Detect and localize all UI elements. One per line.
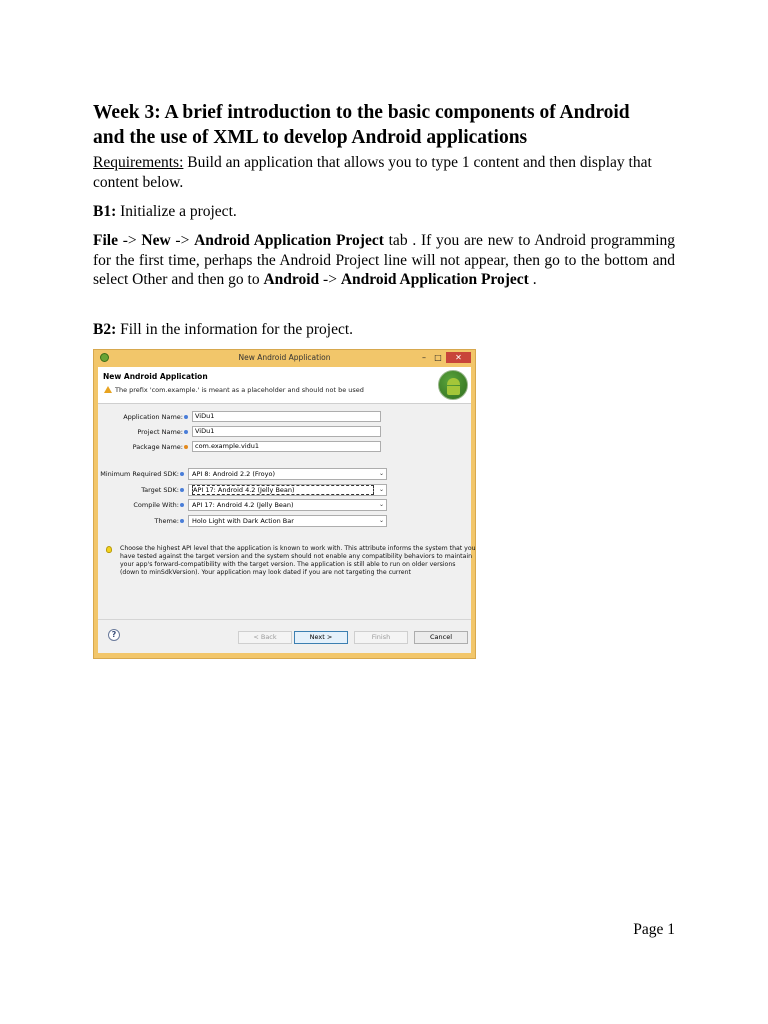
- menu-new: New: [141, 232, 171, 249]
- arrow-1: ->: [117, 232, 142, 249]
- menu-android: Android: [263, 271, 320, 289]
- b2-paragraph: [93, 320, 675, 340]
- lightbulb-icon: [106, 546, 112, 553]
- wizard-header: [98, 367, 471, 404]
- finish-button[interactable]: Finish: [354, 631, 408, 644]
- page-number: Page 1: [633, 921, 675, 938]
- menu-file: File: [93, 232, 118, 249]
- api-level-help-text: Choose the highest API level that the application is known to work with. This attribute informs the system that you have tested against the target version and the system should not enable any compatibility behaviors to maintain your app's forward-compatibility with the target version. The application is still able to run on older versions (down to minSdkVersion). Your application may look dated if you are not targeting the current: [120, 545, 476, 576]
- warning-dot-icon: [184, 445, 188, 449]
- info-icon: [180, 519, 184, 523]
- minimize-button[interactable]: –: [422, 353, 426, 362]
- chevron-down-icon: ⌄: [378, 470, 384, 477]
- android-logo-icon: [438, 370, 468, 400]
- min-sdk-select[interactable]: API 8: Android 2.2 (Froyo) ⌄: [188, 468, 387, 480]
- dialog-content: [98, 367, 476, 653]
- theme-label: Theme:: [94, 517, 184, 525]
- compile-with-select[interactable]: API 17: Android 4.2 (Jelly Bean) ⌄: [188, 499, 387, 511]
- wizard-warning-text: The prefix 'com.example.' is meant as a placeholder and should not be used: [115, 386, 364, 394]
- heading-line-1: Week 3: A brief introduction to the basic components of Android: [93, 102, 630, 123]
- dialog-title: New Android Application: [238, 353, 331, 362]
- info-icon: [184, 415, 188, 419]
- theme-select[interactable]: Holo Light with Dark Action Bar ⌄: [188, 515, 387, 527]
- target-sdk-label: Target SDK:: [94, 486, 184, 494]
- menu-android-application-project-2: Android Application Project: [340, 271, 529, 289]
- cancel-button[interactable]: Cancel: [414, 631, 468, 644]
- page-heading: [93, 100, 693, 150]
- requirements-text: Build an application that allows you to type 1 content and then display that content below.: [93, 154, 652, 191]
- info-icon: [180, 488, 184, 492]
- application-name-label: Application Name:: [98, 413, 188, 421]
- chevron-down-icon: ⌄: [378, 517, 384, 524]
- maximize-button[interactable]: □: [434, 353, 442, 362]
- requirements-label: Requirements:: [93, 154, 184, 171]
- file-path-paragraph: [93, 231, 675, 290]
- next-button[interactable]: Next >: [294, 631, 348, 644]
- dialog-titlebar: [94, 350, 475, 366]
- b2-label: B2:: [93, 321, 117, 338]
- chevron-down-icon: ⌄: [378, 486, 384, 493]
- wizard-header-title: New Android Application: [103, 372, 208, 381]
- new-android-application-dialog: [93, 349, 476, 659]
- b1-paragraph: [93, 202, 675, 222]
- chevron-down-icon: ⌄: [378, 501, 384, 508]
- b2-text: Fill in the information for the project.: [116, 321, 354, 338]
- application-name-input[interactable]: ViDu1: [192, 411, 381, 422]
- help-icon[interactable]: ?: [108, 629, 120, 641]
- project-name-input[interactable]: ViDu1: [192, 426, 381, 437]
- path-end: .: [528, 271, 537, 289]
- b1-label: B1:: [93, 203, 117, 220]
- info-icon: [180, 503, 184, 507]
- back-button[interactable]: < Back: [238, 631, 292, 644]
- close-button[interactable]: ✕: [446, 352, 471, 363]
- menu-android-application-project: Android Application Project: [194, 232, 384, 249]
- warning-icon: [104, 386, 112, 393]
- package-name-input[interactable]: com.example.vidu1: [192, 441, 381, 452]
- footer-divider: [98, 619, 471, 620]
- arrow-2: ->: [170, 232, 195, 249]
- requirements-paragraph: [93, 153, 675, 192]
- heading-line-2: and the use of XML to develop Android applications: [93, 127, 528, 148]
- path-explanation: tab . If you are new to Android programming for the first time, perhaps the Android Project line will not appear, then go to the bottom and select Other and then go to: [93, 232, 676, 289]
- info-icon: [184, 430, 188, 434]
- target-sdk-select[interactable]: API 17: Android 4.2 (Jelly Bean) ⌄: [188, 484, 387, 496]
- arrow-3: ->: [319, 271, 341, 289]
- package-name-label: Package Name:: [98, 443, 188, 451]
- b1-text: Initialize a project.: [116, 203, 237, 220]
- min-sdk-label: Minimum Required SDK:: [94, 470, 184, 478]
- project-name-label: Project Name:: [98, 428, 188, 436]
- info-icon: [180, 472, 184, 476]
- compile-with-label: Compile With:: [94, 501, 184, 509]
